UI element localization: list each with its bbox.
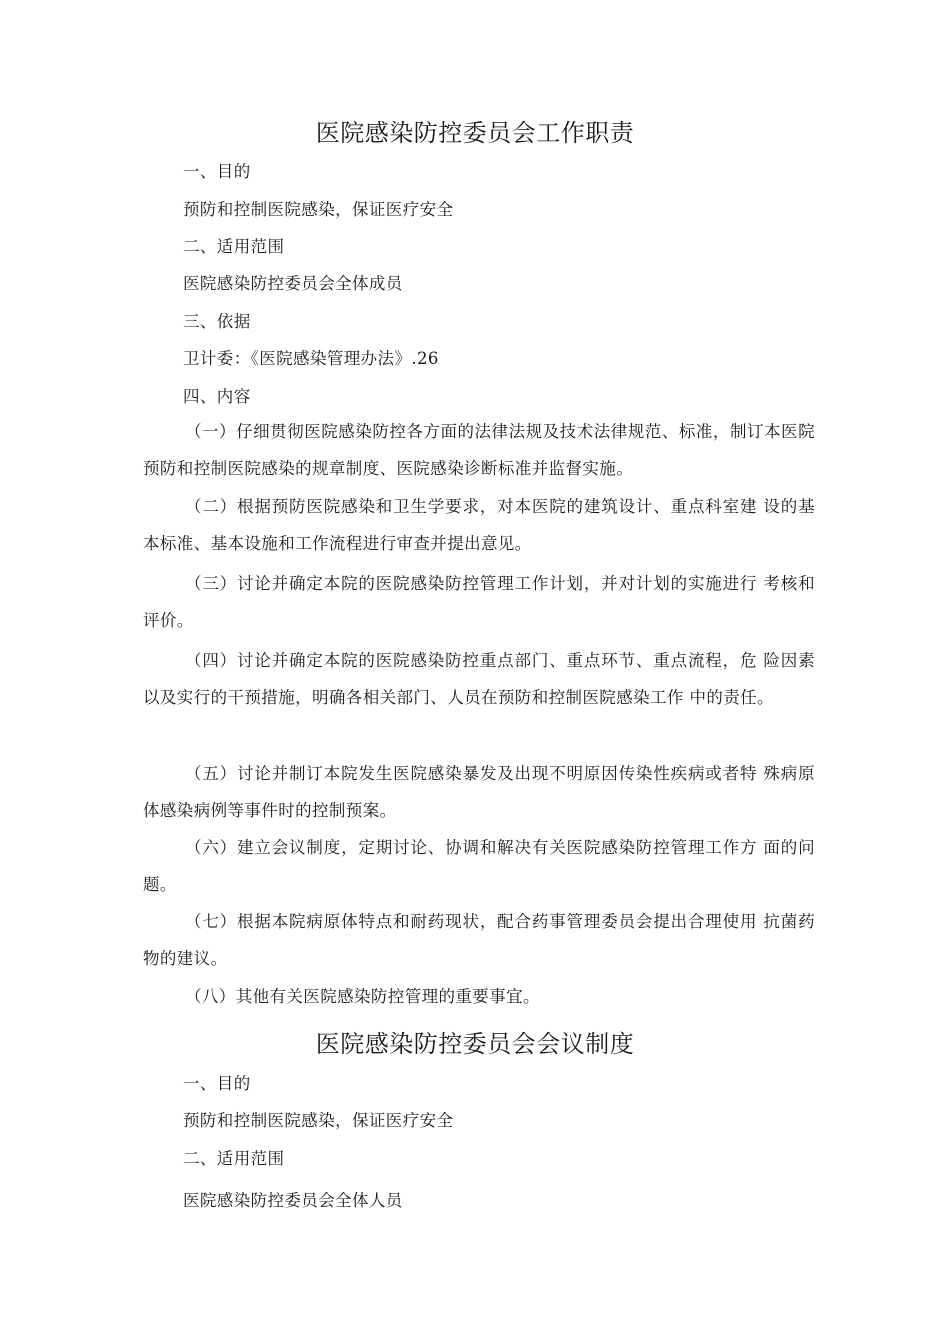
heading-content: 四、内容 — [183, 387, 251, 406]
content-item-5: （五）讨论并制订本院发生医院感染暴发及出现不明原因传染性疾病或者特 殊病原体感染病例等事件时的控制预案。 — [143, 764, 815, 820]
scope-text: 医院感染防控委员会全体人员 — [183, 1191, 403, 1210]
basis-text: 卫计委：《医院感染管理办法》.26 — [183, 349, 439, 368]
heading-basis: 三、依据 — [183, 312, 251, 331]
purpose-text: 预防和控制医院感染，保证医疗安全 — [183, 200, 454, 219]
content-item-2: （二）根据预防医院感染和卫生学要求，对本医院的建筑设计、重点科室建 设的基本标准、基本设施和工作流程进行审查并提出意见。 — [143, 497, 815, 553]
heading-purpose: 一、目的 — [183, 162, 251, 181]
section-title: 医院感染防控委员会会议制度 — [315, 1030, 635, 1058]
content-item-7: （七）根据本院病原体特点和耐药现状，配合药事管理委员会提出合理使用 抗菌药物的建议。 — [143, 912, 815, 968]
content-item-6: （六）建立会议制度，定期讨论、协调和解决有关医院感染防控管理工作方 面的问题。 — [143, 838, 815, 894]
heading-purpose: 一、目的 — [183, 1074, 251, 1093]
content-item-1: （一）仔细贯彻医院感染防控各方面的法律法规及技术法律规范、标准，制订本医院预防和控制医院感染的规章制度、医院感染诊断标准并监督实施。 — [143, 422, 815, 478]
section-title: 医院感染防控委员会工作职责 — [315, 119, 635, 147]
content-item-4: （四）讨论并确定本院的医院感染防控重点部门、重点环节、重点流程，危 险因素以及实行的干预措施，明确各相关部门、人员在预防和控制医院感染工作 中的责任。 — [143, 651, 815, 707]
purpose-text: 预防和控制医院感染，保证医疗安全 — [183, 1111, 454, 1130]
heading-scope: 二、适用范围 — [183, 1149, 285, 1168]
scope-text: 医院感染防控委员会全体成员 — [183, 274, 403, 293]
heading-scope: 二、适用范围 — [183, 237, 285, 256]
content-item-8: （八）其他有关医院感染防控管理的重要事宜。 — [185, 987, 540, 1006]
content-item-3: （三）讨论并确定本院的医院感染防控管理工作计划，并对计划的实施进行 考核和评价。 — [143, 574, 815, 630]
